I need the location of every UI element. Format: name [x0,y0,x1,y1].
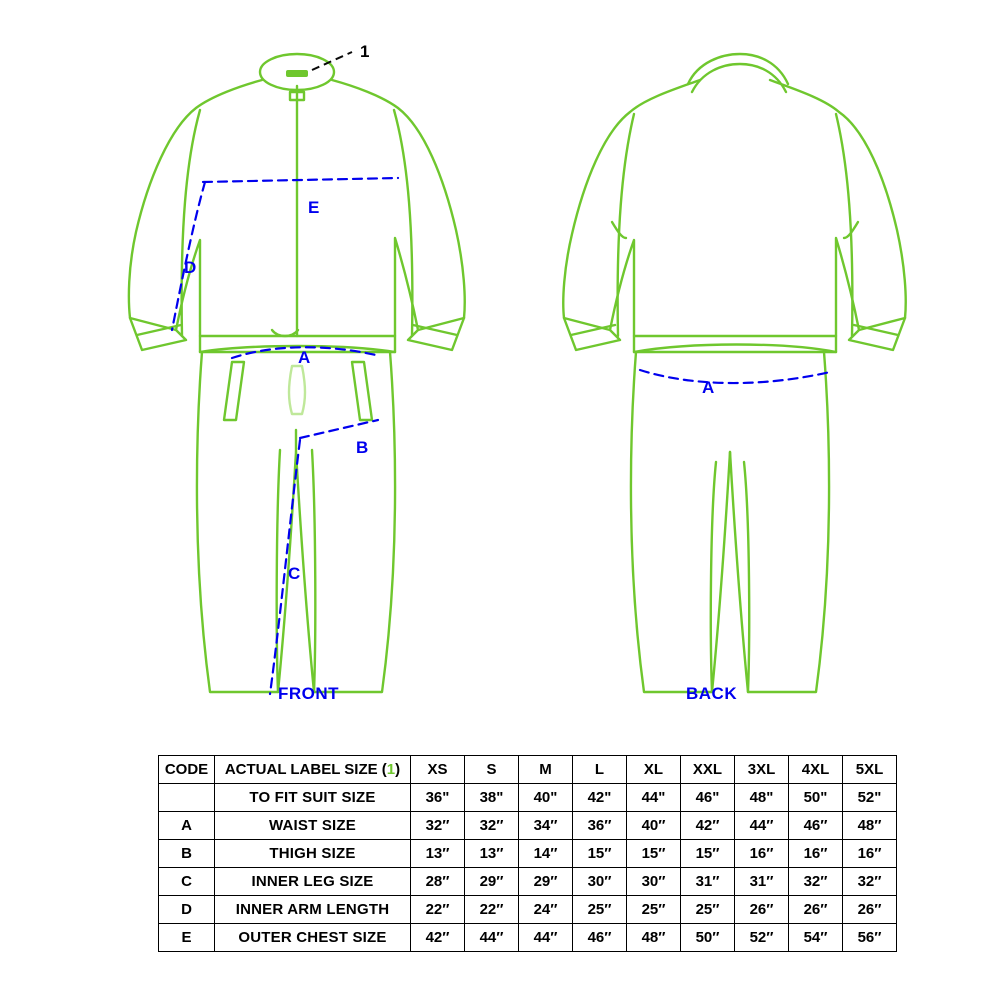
back-measurement-lines [640,370,830,383]
row-value: 29″ [519,868,573,896]
row-value: 54″ [789,924,843,952]
table-row [159,924,897,952]
row-value: 36" [411,784,465,812]
row-value: 46″ [789,812,843,840]
front-view-drawing [129,54,465,692]
inseam-right-front [312,450,315,692]
table-row [159,868,897,896]
row-value: 13″ [411,840,465,868]
measurement-label-c: C [288,564,301,583]
row-value: 42" [573,784,627,812]
row-description: THIGH SIZE [215,840,411,868]
header-description-prefix: ACTUAL LABEL SIZE ( [224,761,387,778]
row-value: 13″ [465,840,519,868]
fly-detail-front [289,366,305,414]
row-value: 48″ [843,812,897,840]
row-value: 22″ [411,896,465,924]
row-value: 16″ [843,840,897,868]
collar-back-inner [692,64,786,92]
row-description: INNER ARM LENGTH [215,896,411,924]
row-code: C [159,868,215,896]
row-value: 48" [735,784,789,812]
row-value: 16″ [735,840,789,868]
table-row [159,784,897,812]
header-size-xl: XL [627,756,681,784]
shoulder-seam-left-front [182,110,200,336]
row-value: 30″ [627,868,681,896]
row-value: 31″ [681,868,735,896]
header-description [215,756,411,784]
row-value: 32″ [465,812,519,840]
row-value: 44″ [519,924,573,952]
pocket-right-front [352,362,372,420]
measurement-label-d: D [184,258,197,277]
collar-tab [286,70,308,77]
row-description: TO FIT SUIT SIZE [215,784,411,812]
row-value: 40" [519,784,573,812]
row-value: 25″ [573,896,627,924]
header-description-ref: 1 [386,761,396,778]
trousers-outline-back [631,352,829,692]
row-value: 44″ [735,812,789,840]
row-value: 52″ [735,924,789,952]
inseam-left-front [277,450,280,692]
pocket-left-front [224,362,244,420]
row-value: 29″ [465,868,519,896]
jacket-outline-back [563,80,905,336]
row-value: 15″ [681,840,735,868]
row-value: 28″ [411,868,465,896]
row-description: WAIST SIZE [215,812,411,840]
row-value: 52" [843,784,897,812]
row-value: 56″ [843,924,897,952]
row-value: 34″ [519,812,573,840]
header-size-5xl: 5XL [843,756,897,784]
header-size-s: S [465,756,519,784]
row-value: 46" [681,784,735,812]
size-chart-table [158,755,897,952]
row-value: 36″ [573,812,627,840]
back-view-label: BACK [686,684,738,703]
row-code: A [159,812,215,840]
row-value: 32″ [843,868,897,896]
shoulder-seam-left-back [618,114,634,336]
row-value: 31″ [735,868,789,896]
size-chart-table-wrapper [158,755,884,952]
row-value: 44″ [465,924,519,952]
row-value: 26″ [843,896,897,924]
callout-number-1: 1 [360,42,370,61]
measure-line-b [300,420,378,438]
shoulder-seam-right-front [394,110,412,336]
measurement-label-a-back: A [702,378,715,397]
shoulder-seam-right-back [836,114,852,336]
table-row [159,812,897,840]
row-value: 24″ [519,896,573,924]
row-code [159,784,215,812]
row-value: 44" [627,784,681,812]
row-value: 32″ [789,868,843,896]
measurement-label-b: B [356,438,369,457]
row-value: 46″ [573,924,627,952]
row-code: D [159,896,215,924]
header-size-xxl: XXL [681,756,735,784]
row-value: 26″ [789,896,843,924]
row-value: 25″ [627,896,681,924]
row-value: 42″ [411,924,465,952]
row-value: 50" [789,784,843,812]
table-header-row [159,756,897,784]
header-size-xs: XS [411,756,465,784]
row-value: 22″ [465,896,519,924]
row-value: 32″ [411,812,465,840]
header-description-suffix: ) [395,761,401,778]
row-value: 50″ [681,924,735,952]
header-code: CODE [159,756,215,784]
row-value: 42″ [681,812,735,840]
header-size-m: M [519,756,573,784]
measure-line-a-back [640,370,830,383]
header-size-4xl: 4XL [789,756,843,784]
table-row [159,896,897,924]
row-code: E [159,924,215,952]
row-value: 14″ [519,840,573,868]
row-value: 25″ [681,896,735,924]
row-value: 15″ [627,840,681,868]
row-description: INNER LEG SIZE [215,868,411,896]
measurement-label-e: E [308,198,320,217]
header-size-3xl: 3XL [735,756,789,784]
row-description: OUTER CHEST SIZE [215,924,411,952]
back-view-drawing [563,54,905,692]
row-code: B [159,840,215,868]
row-value: 48″ [627,924,681,952]
collar-back [688,54,788,84]
front-view-label: FRONT [278,684,340,703]
row-value: 38" [465,784,519,812]
row-value: 30″ [573,868,627,896]
header-size-l: L [573,756,627,784]
row-value: 40″ [627,812,681,840]
measure-line-e [203,178,398,182]
table-row [159,840,897,868]
measurement-label-a-front: A [298,348,311,367]
row-value: 16″ [789,840,843,868]
row-value: 15″ [573,840,627,868]
row-value: 26″ [735,896,789,924]
